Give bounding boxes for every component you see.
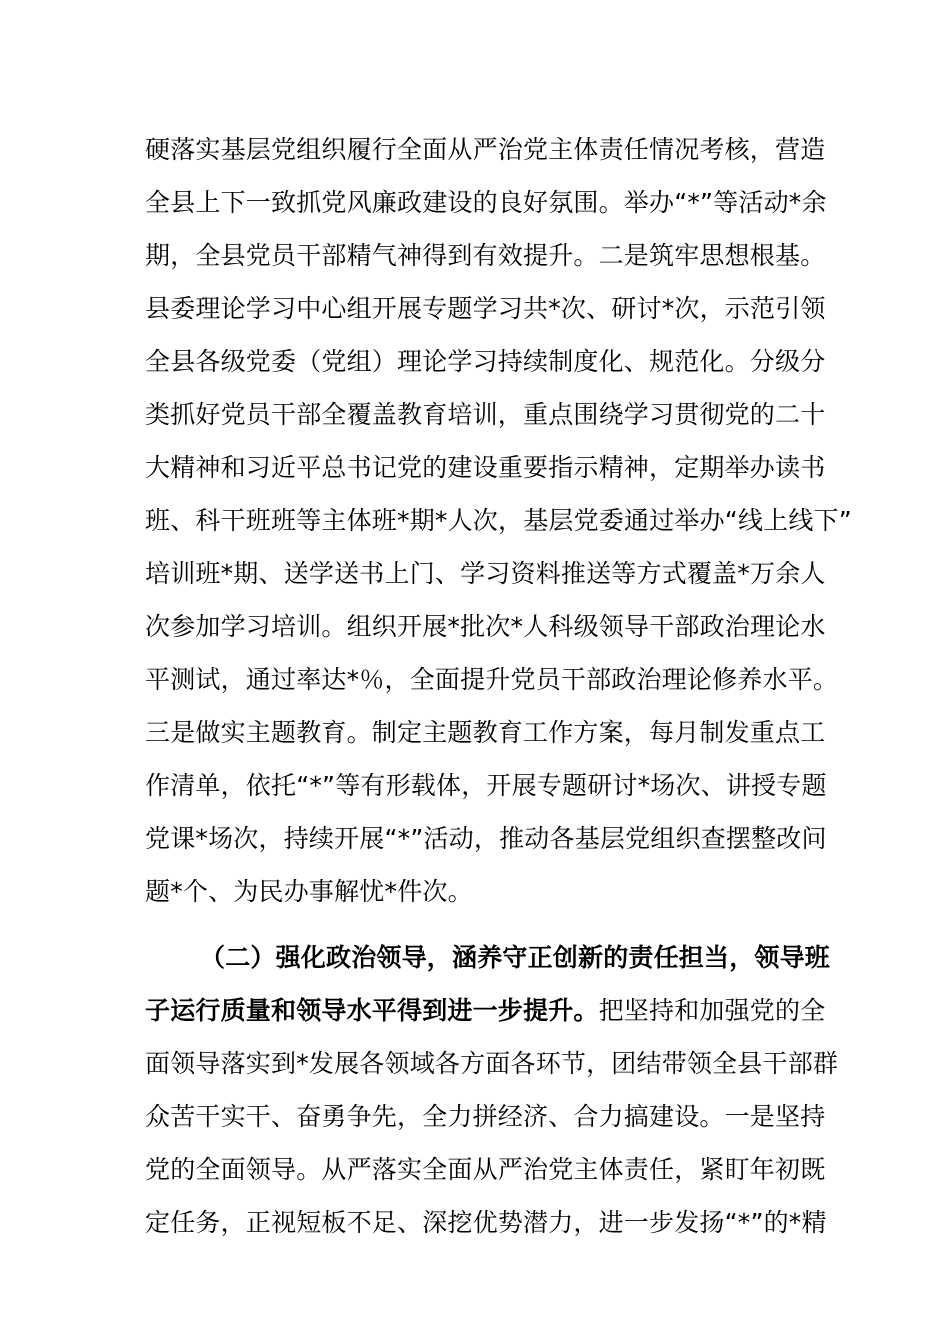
paragraph-line: 全县各级党委（党组）理论学习持续制度化、规范化。分级分 xyxy=(145,347,826,376)
section-heading: （二）强化政治领导，涵养守正创新的责任担当，领导班 xyxy=(200,943,831,972)
paragraph-line: 次参加学习培训。组织开展*批次*人科级领导干部政治理论水 xyxy=(145,612,826,641)
section-heading-continued: 子运行质量和领导水平得到进一步提升。 xyxy=(145,996,599,1025)
paragraph-line: 党的全面领导。从严落实全面从严治党主体责任，紧盯年初既 xyxy=(145,1155,826,1184)
paragraph-line: 类抓好党员干部全覆盖教育培训，重点围绕学习贯彻党的二十 xyxy=(145,400,826,429)
paragraph-line: 班、科干班班等主体班*期*人次，基层党委通过举办“线上线下” xyxy=(145,506,852,535)
paragraph-line: 县委理论学习中心组开展专题学习共*次、研讨*次，示范引领 xyxy=(145,294,826,323)
paragraph-line: 定任务，正视短板不足、深挖优势潜力，进一步发扬“*”的*精 xyxy=(145,1208,827,1237)
paragraph-line: 全县上下一致抓党风廉政建设的良好氛围。举办“*”等活动*余 xyxy=(145,188,827,217)
paragraph-line: 三是做实主题教育。制定主题教育工作方案，每月制发重点工 xyxy=(145,718,826,747)
paragraph-line: 作清单，依托“*”等有形载体，开展专题研讨*场次、讲授专题 xyxy=(145,771,827,800)
paragraph-line: 党课*场次，持续开展“*”活动，推动各基层党组织查摆整改问 xyxy=(145,824,827,853)
paragraph-line: 平测试，通过率达*％，全面提升党员干部政治理论修养水平。 xyxy=(145,665,839,694)
paragraph-line: 大精神和习近平总书记党的建设重要指示精神，定期举办读书 xyxy=(145,453,826,482)
paragraph-line xyxy=(145,996,825,1026)
paragraph-line: 期，全县党员干部精气神得到有效提升。二是筑牢思想根基。 xyxy=(145,241,826,270)
paragraph-line: 培训班*期、送学送书上门、学习资料推送等方式覆盖*万余人 xyxy=(145,559,826,588)
paragraph-line: 面领导落实到*发展各领域各方面各环节，团结带领全县干部群 xyxy=(145,1049,839,1078)
paragraph-line: 众苦干实干、奋勇争先，全力拼经济、合力搞建设。一是坚持 xyxy=(145,1102,826,1131)
paragraph-line: 题*个、为民办事解忧*件次。 xyxy=(145,877,473,906)
paragraph-text: 把坚持和加强党的全 xyxy=(598,996,826,1025)
paragraph-line: 硬落实基层党组织履行全面从严治党主体责任情况考核，营造 xyxy=(145,135,826,164)
